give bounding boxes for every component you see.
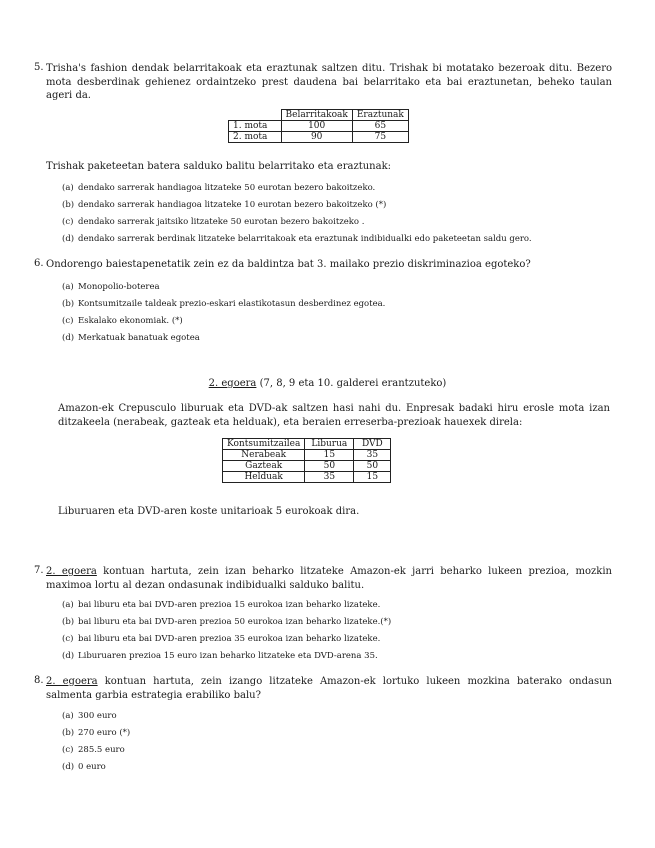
option-text: dendako sarrerak jaitsiko litzateke 50 eurotan bezero bakoitzeko . (78, 217, 365, 227)
option-label: (b) (62, 728, 75, 738)
scenario-ref-link[interactable]: 2. egoera (46, 566, 97, 577)
option-text: dendako sarrerak berdinak litzateke belarritakoak eta eraztunak indibidualki edo paketeetan saldu gero. (78, 234, 532, 244)
option-label: (b) (62, 299, 75, 309)
table-cell: 15 (354, 472, 391, 483)
table-header: DVD (354, 439, 391, 450)
table-cell: 50 (354, 461, 391, 472)
question-5-lead (46, 160, 612, 174)
option-text: bai liburu eta bai DVD-aren prezioa 15 eurokoa izan beharko lizateke. (78, 600, 381, 610)
question-5-options (62, 183, 612, 245)
table-cell: 100 (281, 121, 352, 132)
option-text: Monopolio-boterea (78, 282, 160, 292)
table-cell: 50 (305, 461, 354, 472)
option-text: Kontsumitzaile taldeak prezio-eskari elastikotasun desberdinez egotea. (78, 299, 386, 309)
option-label: (d) (62, 333, 75, 343)
option-a[interactable] (62, 183, 612, 194)
question-text: Ondorengo baiestapenetatik zein ez da baldintza bat 3. mailako prezio diskriminazioa egoteko? (46, 259, 531, 270)
question-7-options (62, 600, 612, 662)
table-cell: 65 (352, 121, 408, 132)
table-row (229, 132, 409, 143)
question-5 (34, 62, 612, 103)
option-d[interactable] (62, 333, 612, 344)
option-b[interactable] (62, 200, 612, 211)
question-number: 8. (34, 675, 44, 686)
table-cell: 75 (352, 132, 408, 143)
question-number: 7. (34, 565, 44, 576)
option-c[interactable] (62, 316, 612, 327)
question-text-rest: kontuan hartuta, zein izan beharko litzateke Amazon-ek jarri beharko lukeen prezioa, mozkin maximoa lortu al dezan ondasunak indibidualki salduko balitu. (46, 566, 612, 591)
option-label: (c) (62, 316, 74, 326)
scenario-title-rest: (7, 8, 9 eta 10. galderei erantzuteko) (256, 378, 447, 389)
option-text: Liburuaren prezioa 15 euro izan beharko litzateke eta DVD-arena 35. (78, 651, 378, 661)
option-b[interactable] (62, 617, 612, 628)
table-row (223, 472, 391, 483)
option-c[interactable] (62, 634, 612, 645)
table-header: Belarritakoak (281, 110, 352, 121)
option-text: dendako sarrerak handiagoa litzateke 50 eurotan bezero bakoitzeko. (78, 183, 376, 193)
option-text: 0 euro (78, 762, 106, 772)
option-text: 285.5 euro (78, 745, 125, 755)
lead-text: Trishak paketeetan batera salduko balitu belarritako eta eraztunak: (46, 161, 391, 172)
option-label: (b) (62, 617, 75, 627)
table-cell: 2. mota (229, 132, 282, 143)
option-label: (a) (62, 282, 74, 292)
scenario-title-ref: 2. egoera (208, 378, 257, 389)
option-label: (c) (62, 634, 74, 644)
option-label: (d) (62, 234, 75, 244)
table-cell: 35 (354, 450, 391, 461)
option-c[interactable] (62, 217, 612, 228)
option-label: (a) (62, 711, 74, 721)
option-a[interactable] (62, 282, 612, 293)
reservation-price-table (222, 438, 391, 483)
table-cell: 90 (281, 132, 352, 143)
option-a[interactable] (62, 711, 612, 722)
question-text: Trisha's fashion dendak belarritakoak eta eraztunak saltzen ditu. Trishak bi motatako bezeroak ditu. Bezero mota desberdinak gehienez ordaintzeko prest daudena bai belarritako eta bai eraztunetan, beheko taulan ageri da. (46, 63, 612, 101)
scenario-text: Amazon-ek Crepusculo liburuak eta DVD-ak saltzen hasi nahi du. Enpresak badaki hiru erosle mota izan ditzakeela (nerabeak, gazteak eta helduak), eta beraien erreserba-prezioak hauexek direla: (58, 403, 610, 428)
option-b[interactable] (62, 728, 612, 739)
table-corner (229, 110, 282, 121)
table-cell: 15 (305, 450, 354, 461)
question-text (46, 565, 612, 592)
option-d[interactable] (62, 762, 612, 773)
option-label: (a) (62, 183, 74, 193)
option-d[interactable] (62, 651, 612, 662)
table-cell: 1. mota (229, 121, 282, 132)
table-header: Kontsumitzailea (223, 439, 305, 450)
table-header: Eraztunak (352, 110, 408, 121)
option-text: Eskalako ekonomiak. (*) (78, 316, 183, 326)
table-cell: Helduak (223, 472, 305, 483)
table-cell: Gazteak (223, 461, 305, 472)
option-text: Merkatuak banatuak egotea (78, 333, 200, 343)
option-label: (c) (62, 217, 74, 227)
table-row (223, 461, 391, 472)
question-number: 5. (34, 62, 44, 73)
question-8-options (62, 711, 612, 773)
question-8 (34, 675, 612, 702)
cost-note: Liburuaren eta DVD-aren koste unitarioak 5 eurokoak dira. (58, 506, 360, 517)
table-header: Liburua (305, 439, 354, 450)
scenario-ref-link[interactable]: 2. egoera (46, 676, 98, 687)
option-label: (c) (62, 745, 74, 755)
table-row (229, 121, 409, 132)
scenario-title (0, 378, 655, 389)
table-row (223, 450, 391, 461)
question-text-rest: kontuan hartuta, zein izango litzateke Amazon-ek lortuko lukeen mozkina baterako ondasun salmenta garbia estrategia erabiliko balu? (46, 676, 612, 701)
option-b[interactable] (62, 299, 612, 310)
question-7 (34, 565, 612, 592)
option-a[interactable] (62, 600, 612, 611)
option-text: 300 euro (78, 711, 117, 721)
question-text (46, 675, 612, 702)
option-label: (b) (62, 200, 75, 210)
question-6 (34, 258, 612, 272)
table-cell: 35 (305, 472, 354, 483)
option-label: (d) (62, 762, 75, 772)
option-text: bai liburu eta bai DVD-aren prezioa 35 eurokoa izan beharko lizateke. (78, 634, 381, 644)
option-label: (a) (62, 600, 74, 610)
question-number: 6. (34, 258, 44, 269)
question-6-options (62, 282, 612, 344)
option-text: bai liburu eta bai DVD-aren prezioa 50 eurokoa izan beharko lizateke.(*) (78, 617, 392, 627)
customer-price-table (228, 109, 409, 143)
option-text: 270 euro (*) (78, 728, 131, 738)
option-d[interactable] (62, 234, 612, 245)
option-label: (d) (62, 651, 75, 661)
option-text: dendako sarrerak handiagoa litzateke 10 eurotan bezero bakoitzeko (*) (78, 200, 387, 210)
table-cell: Nerabeak (223, 450, 305, 461)
option-c[interactable] (62, 745, 612, 756)
